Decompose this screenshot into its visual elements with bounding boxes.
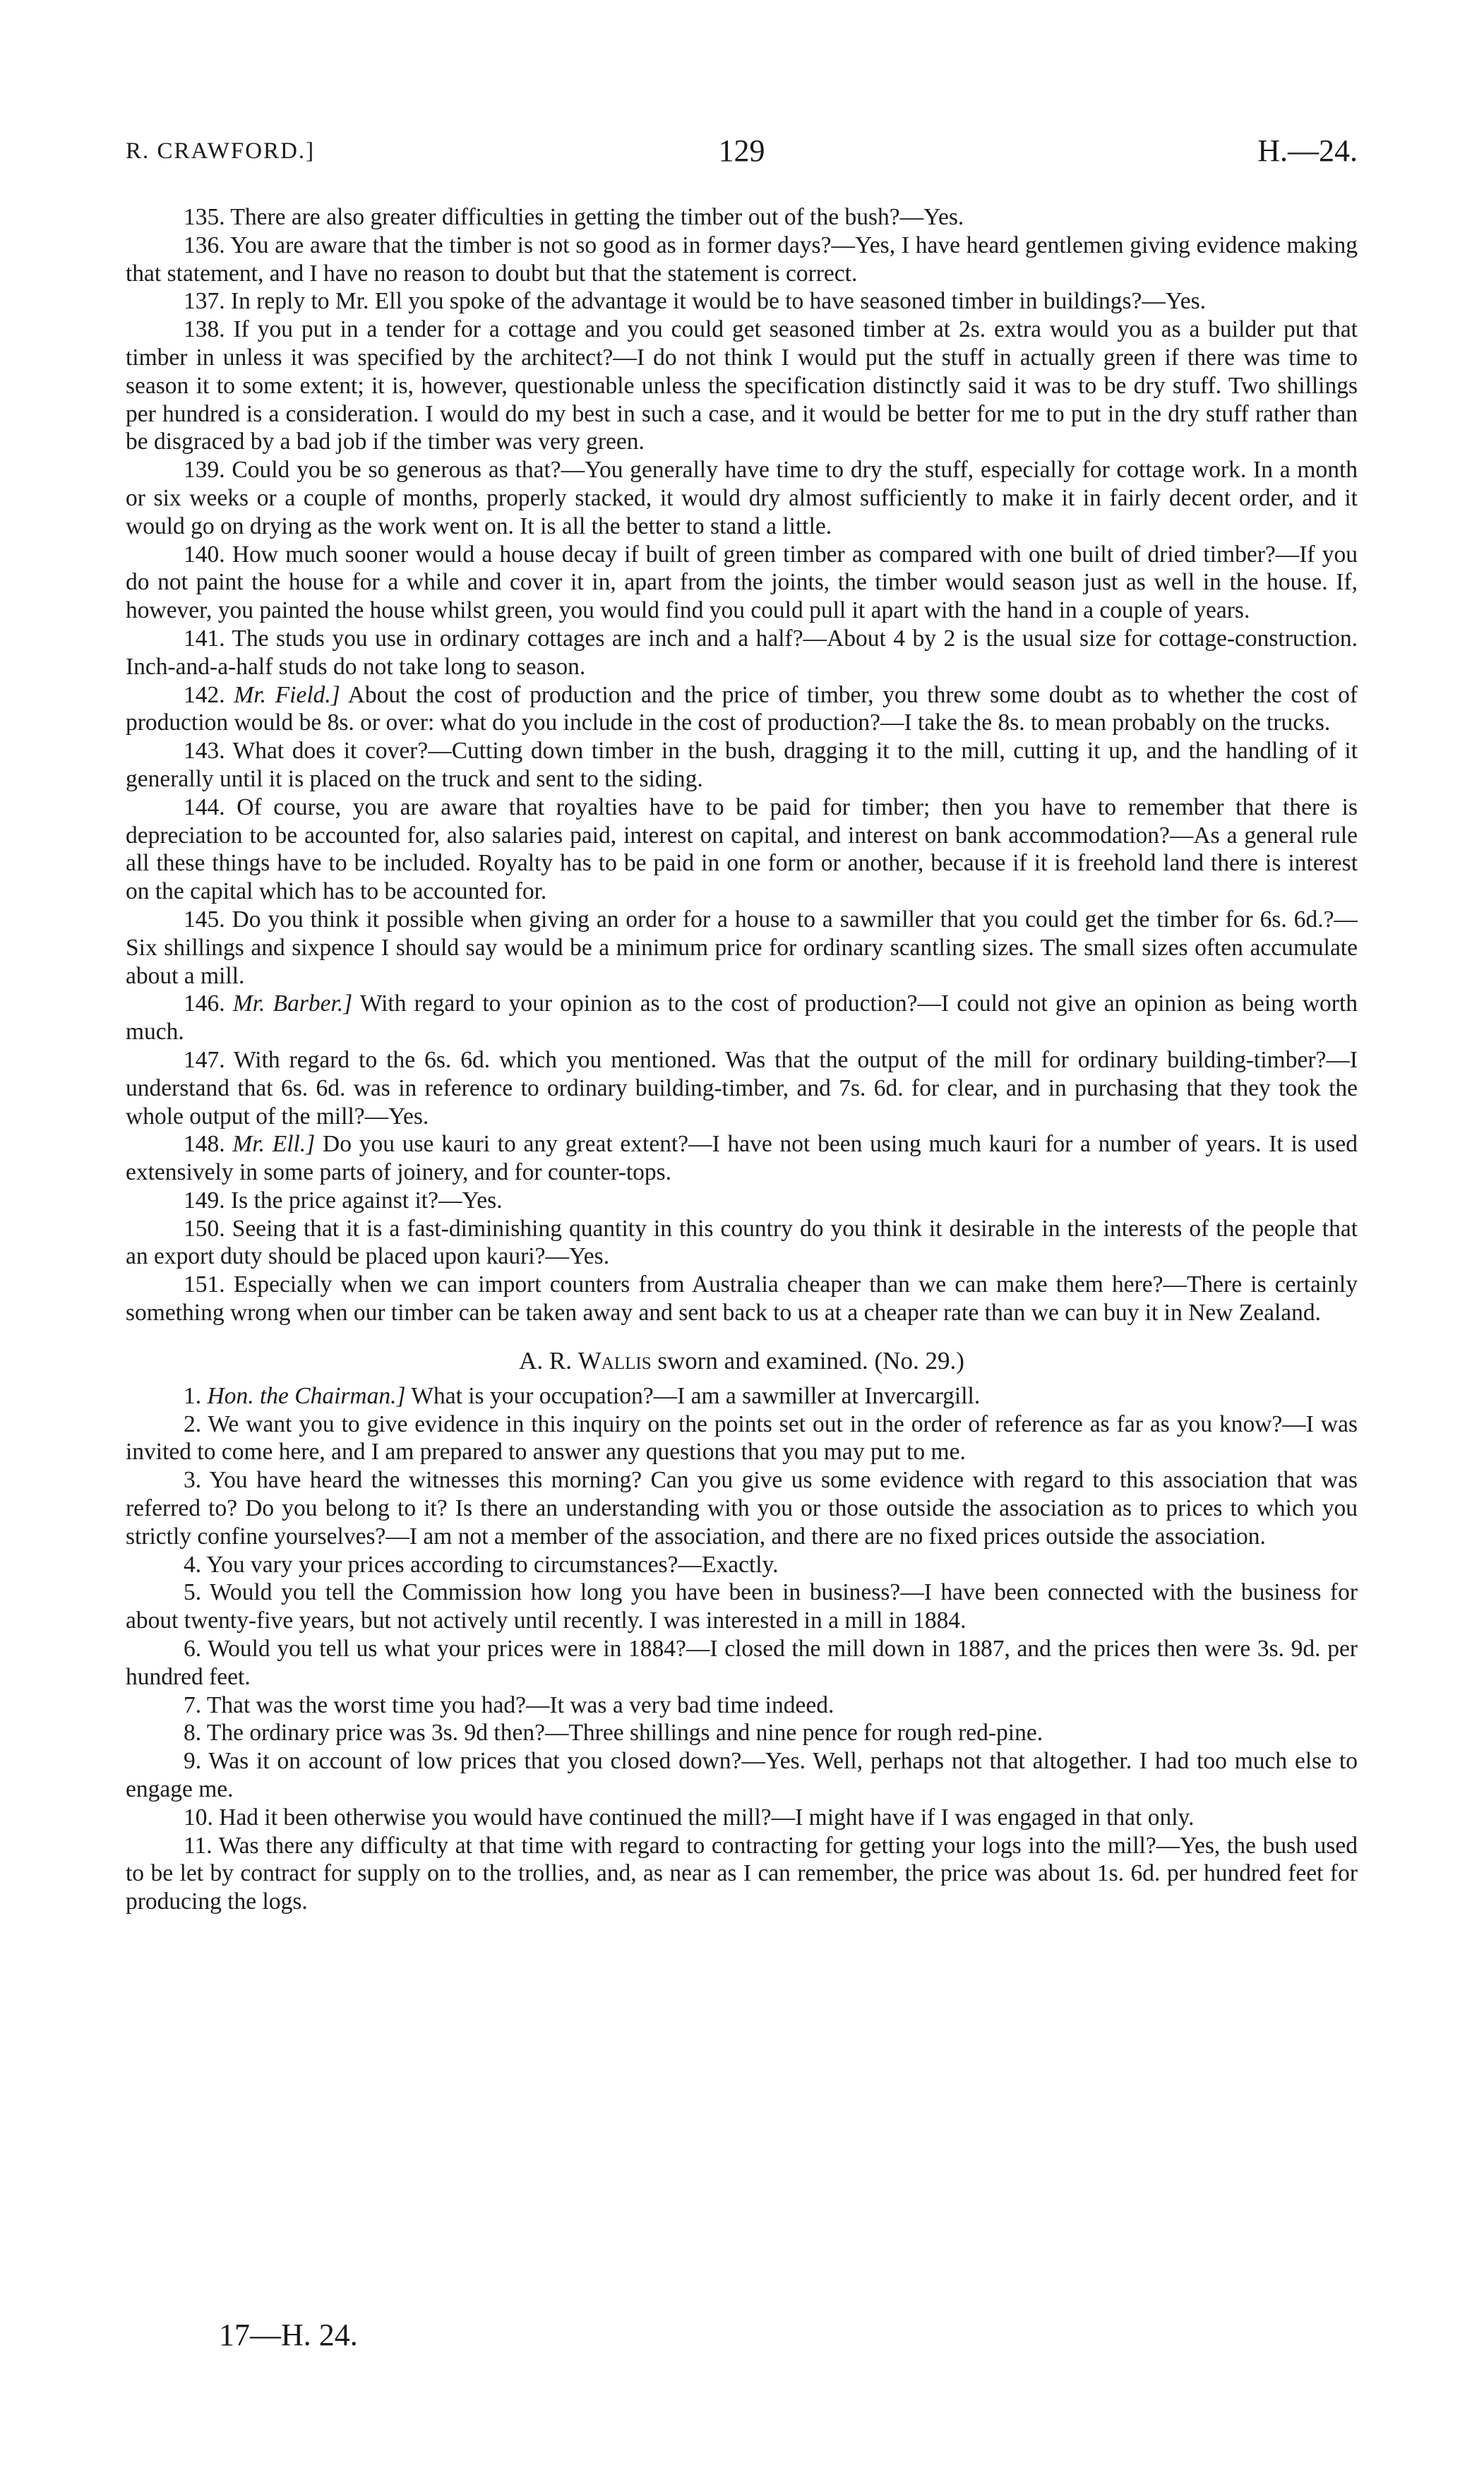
speaker-name: Mr. Field.]: [234, 681, 340, 708]
page-number: 129: [718, 133, 765, 168]
signature-mark: 17—H. 24.: [219, 2318, 358, 2352]
question-answer-paragraph: 11. Was there any difficulty at that time with regard to contracting for getting your logs into the mill?—Yes, the bush used to be let by contract for supply on to the trollies, and, as near as I can remember, the price was about 1s. 6d. per hundred feet for producing the logs.: [126, 1832, 1358, 1915]
question-text: With regard to your opinion as to the cost of production?—I could not give an opinion as being worth much.: [126, 990, 1358, 1046]
question-answer-paragraph: 5. Would you tell the Commission how long you have been in business?—I have been connected with the business for about twenty-five years, but not actively until recently. I was interested in a mill in 1884.: [126, 1579, 1358, 1634]
question-answer-paragraph: 7. That was the worst time you had?—It was a very bad time indeed.: [184, 1691, 834, 1718]
question-answer-paragraph: 140. How much sooner would a house decay if built of green timber as compared with one built of dried timber?—If you do not paint the house for a while and cover it in, apart from the joints, the timber would season just as well in the house. If, however, you painted the house whilst green, you would find you could pull it apart with the hand in a couple of years.: [126, 541, 1358, 624]
question-number: 142.: [184, 681, 225, 708]
question-answer-paragraph: 10. Had it been otherwise you would have continued the mill?—I might have if I was engaged in that only.: [184, 1804, 1195, 1831]
question-answer-paragraph: 147. With regard to the 6s. 6d. which you mentioned. Was that the output of the mill for ordinary building-timber?—I understand that 6s. 6d. was in reference to ordinary building-timber, and 7s. 6d. for clear, and in purchasing that they took the whole output of the mill?—Yes.: [126, 1046, 1358, 1130]
question-answer-paragraph: 151. Especially when we can import counters from Australia cheaper than we can make them here?—There is certainly something wrong when our timber can be taken away and sent back to us at a cheaper rate than we can buy it in New Zealand.: [126, 1271, 1358, 1326]
question-answer-paragraph: [126, 990, 1358, 1046]
speaker-name: Mr. Ell.]: [232, 1131, 316, 1158]
section-heading-wallis: [126, 1340, 1358, 1382]
question-answer-paragraph: [126, 1130, 1358, 1187]
header-witness-name: R. CRAWFORD.]: [126, 138, 316, 164]
question-answer-paragraph: 4. You vary your prices according to circumstances?—Exactly.: [184, 1551, 779, 1578]
question-answer-paragraph: 150. Seeing that it is a fast-diminishing quantity in this country do you think it desirable in the interests of the people that an export duty should be placed upon kauri?—Yes.: [126, 1215, 1358, 1270]
question-answer-paragraph: [126, 1382, 1358, 1410]
question-answer-paragraph: 2. We want you to give evidence in this inquiry on the points set out in the order of reference as far as you know?—I was invited to come here, and I am prepared to answer any questions that you may put to me.: [126, 1410, 1358, 1466]
section-heading-rest: sworn and examined. (No. 29.): [657, 1346, 964, 1374]
question-answer-paragraph: 144. Of course, you are aware that royalties have to be paid for timber; then you have to remember that there is depreciation to be accounted for, also salaries paid, interest on capital, and interest on bank accommodation?—As a general rule all these things have to be included. Royalty has to be paid in one form or another, because if it is freehold land there is interest on the capital which has to be accounted for.: [126, 793, 1358, 905]
question-answer-paragraph: 145. Do you think it possible when giving an order for a house to a sawmiller that you could get the timber for 6s. 6d.?—Six shillings and sixpence I should say would be a minimum price for ordinary scantling sizes. The small sizes often accumulate about a mill.: [126, 906, 1358, 989]
question-answer-paragraph: 6. Would you tell us what your prices were in 1884?—I closed the mill down in 1887, and the prices then were 3s. 9d. per hundred feet.: [126, 1636, 1358, 1690]
question-answer-paragraph: 136. You are aware that the timber is not so good as in former days?—Yes, I have heard gentlemen giving evidence making that statement, and I have no reason to doubt but that the statement is correct.: [126, 232, 1358, 287]
question-answer-paragraph: 3. You have heard the witnesses this morning? Can you give us some evidence with regard to this association that was referred to? Do you belong to it? Is there an understanding with you or those outside the association as to prices to which you strictly confine yourselves?—I am not a member of the association, and there are no fixed prices outside the association.: [126, 1467, 1358, 1550]
question-answer-paragraph: 137. In reply to Mr. Ell you spoke of the advantage it would be to have seasoned timber in buildings?—Yes.: [184, 288, 1207, 315]
crawford-evidence: [126, 203, 1358, 1327]
question-answer-paragraph: 138. If you put in a tender for a cottage and you could get seasoned timber at 2s. extra would you as a builder put that timber in unless it was specified by the architect?—I do not think I would put the stuff in actually green if there was time to season it to some extent; it is, however, questionable unless the specification distinctly said it was to be dry stuff. Two shillings per hundred is a consideration. I would do my best in such a case, and it would be better for me to put in the dry stuff rather than be disgraced by a bad job if the timber was very green.: [126, 316, 1358, 455]
witness-initials: A. R.: [519, 1346, 572, 1374]
question-text: About the cost of production and the price of timber, you threw some doubt as to whether the cost of production would be 8s. or over: what do you include in the cost of production?—I take the 8s. to mean probably on the trucks.: [126, 681, 1358, 736]
question-number: 1.: [184, 1382, 202, 1409]
speaker-name: Mr. Barber.]: [232, 990, 353, 1017]
page-body: [126, 203, 1358, 1916]
question-answer-paragraph: 149. Is the price against it?—Yes.: [184, 1187, 503, 1214]
question-text: Do you use kauri to any great extent?—I have not been using much kauri for a number of years. It is used extensively in some parts of joinery, and for counter-tops.: [126, 1131, 1358, 1186]
question-number: 148.: [184, 1131, 225, 1158]
question-text: What is your occupation?—I am a sawmiller at Invercargill.: [411, 1382, 981, 1409]
question-answer-paragraph: 139. Could you be so generous as that?—You generally have time to dry the stuff, especially for cottage work. In a month or six weeks or a couple of months, properly stacked, it would dry almost sufficiently to make it in fairly decent order, and it would go on drying as the work went on. It is all the better to stand a little.: [126, 457, 1358, 539]
question-answer-paragraph: [126, 681, 1358, 738]
witness-surname: Wallis: [578, 1346, 652, 1374]
question-answer-paragraph: 9. Was it on account of low prices that you closed down?—Yes. Well, perhaps not that altogether. I had too much else to engage me.: [126, 1748, 1358, 1803]
question-answer-paragraph: 8. The ordinary price was 3s. 9d then?—Three shillings and nine pence for rough red-pine.: [184, 1720, 1043, 1747]
speaker-name: Hon. the Chairman.]: [207, 1382, 406, 1409]
question-number: 146.: [184, 990, 225, 1017]
wallis-evidence: [126, 1382, 1358, 1916]
page-header: [126, 133, 1358, 175]
question-answer-paragraph: 141. The studs you use in ordinary cottages are inch and a half?—About 4 by 2 is the usual size for cottage-construction. Inch-and-a-half studs do not take long to season.: [126, 625, 1358, 680]
question-answer-paragraph: 143. What does it cover?—Cutting down timber in the bush, dragging it to the mill, cutting it up, and the handling of it generally until it is placed on the truck and sent to the siding.: [126, 738, 1358, 792]
question-answer-paragraph: 135. There are also greater difficulties in getting the timber out of the bush?—Yes.: [184, 204, 964, 230]
document-reference: H.—24.: [1257, 133, 1358, 168]
